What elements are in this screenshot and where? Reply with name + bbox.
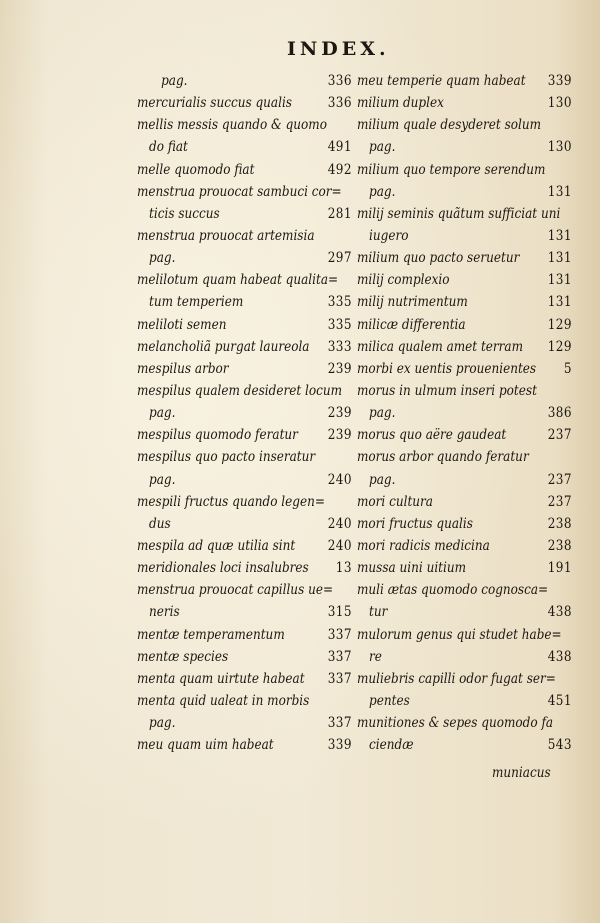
index-entry bbox=[137, 402, 352, 424]
entry-page-number: 315 bbox=[327, 604, 352, 621]
right-index-column bbox=[357, 70, 572, 756]
index-entry bbox=[357, 336, 572, 358]
entry-text: tum temperiem bbox=[149, 294, 244, 311]
entry-text: mori fructus qualis bbox=[357, 515, 473, 532]
index-entry bbox=[357, 380, 572, 402]
entry-page-number: 240 bbox=[327, 515, 352, 532]
entry-text: milium duplex bbox=[357, 95, 444, 112]
entry-text: pentes bbox=[369, 692, 410, 709]
entry-text: pag. bbox=[149, 405, 176, 422]
index-entry bbox=[137, 203, 352, 225]
entry-page-number: 131 bbox=[547, 272, 572, 289]
entry-text: munitiones & sepes quomodo fa bbox=[357, 715, 554, 732]
entry-page-number: 339 bbox=[547, 73, 572, 89]
entry-page-number: 130 bbox=[547, 95, 572, 112]
entry-text: mori cultura bbox=[357, 493, 433, 510]
entry-text: mespilus quo pacto inseratur bbox=[137, 449, 316, 466]
entry-page-number: 131 bbox=[547, 227, 572, 244]
index-entry bbox=[357, 491, 572, 513]
index-entry bbox=[137, 601, 352, 623]
index-entry bbox=[357, 402, 572, 424]
entry-page-number: 131 bbox=[547, 183, 572, 200]
entry-page-number: 337 bbox=[327, 626, 352, 643]
index-entry bbox=[137, 446, 352, 468]
index-entry bbox=[357, 247, 572, 269]
entry-text: menta quam uirtute habeat bbox=[137, 670, 305, 687]
index-entry bbox=[357, 646, 572, 668]
entry-page-number: 337 bbox=[327, 670, 352, 687]
index-entry bbox=[137, 269, 352, 291]
entry-text: pag. bbox=[161, 73, 188, 89]
entry-page-number: 240 bbox=[327, 471, 352, 488]
entry-text: mentæ temperamentum bbox=[137, 626, 285, 643]
index-entry bbox=[137, 291, 352, 313]
entry-text: neris bbox=[149, 604, 180, 621]
index-entry bbox=[137, 712, 352, 734]
entry-page-number: 239 bbox=[327, 427, 352, 444]
entry-text: iugero bbox=[369, 227, 409, 244]
index-entry bbox=[357, 624, 572, 646]
entry-page-number: 237 bbox=[547, 493, 572, 510]
index-entry bbox=[137, 358, 352, 380]
left-index-column bbox=[137, 70, 352, 756]
entry-text: morus quo aëre gaudeat bbox=[357, 427, 507, 444]
entry-page-number: 238 bbox=[547, 537, 572, 554]
index-entry bbox=[357, 734, 572, 756]
index-entry bbox=[357, 114, 572, 136]
entry-text: milij nutrimentum bbox=[357, 294, 468, 311]
entry-page-number: 237 bbox=[547, 471, 572, 488]
index-entry bbox=[357, 225, 572, 247]
catchword: muniacus bbox=[492, 765, 551, 781]
index-entry bbox=[137, 513, 352, 535]
entry-text: melilotum quam habeat qualita= bbox=[137, 272, 339, 289]
index-entry bbox=[357, 203, 572, 225]
entry-text: pag. bbox=[149, 471, 176, 488]
entry-text: mussa uini uitium bbox=[357, 560, 467, 577]
entry-page-number: 336 bbox=[327, 73, 352, 89]
entry-page-number: 386 bbox=[547, 405, 572, 422]
entry-text: morus arbor quando feratur bbox=[357, 449, 529, 466]
entry-text: pag. bbox=[369, 405, 396, 422]
entry-text: milica qualem amet terram bbox=[357, 338, 524, 355]
index-entry bbox=[137, 424, 352, 446]
entry-page-number: 438 bbox=[547, 604, 572, 621]
entry-text: meu quam uim habeat bbox=[137, 737, 274, 754]
entry-page-number: 491 bbox=[327, 139, 352, 156]
index-entry bbox=[137, 336, 352, 358]
entry-text: pag. bbox=[149, 250, 176, 267]
entry-text: muliebris capilli odor fugat ser= bbox=[357, 670, 556, 687]
entry-text: melle quomodo fiat bbox=[137, 161, 255, 178]
entry-text: milij complexio bbox=[357, 272, 450, 289]
entry-text: menta quid ualeat in morbis bbox=[137, 692, 310, 709]
entry-page-number: 129 bbox=[547, 338, 572, 355]
index-entry bbox=[357, 358, 572, 380]
index-entry bbox=[137, 70, 352, 92]
entry-page-number: 543 bbox=[547, 737, 572, 754]
entry-text: mulorum genus qui studet habe= bbox=[357, 626, 562, 643]
index-entry bbox=[137, 491, 352, 513]
entry-page-number: 492 bbox=[327, 161, 352, 178]
page-header: INDEX. bbox=[287, 38, 390, 60]
entry-page-number: 336 bbox=[327, 95, 352, 112]
entry-text: mercurialis succus qualis bbox=[137, 95, 292, 112]
index-entry bbox=[137, 668, 352, 690]
index-entry bbox=[357, 92, 572, 114]
index-entry bbox=[137, 225, 352, 247]
entry-page-number: 337 bbox=[327, 648, 352, 665]
entry-text: ticis succus bbox=[149, 205, 220, 222]
index-entry bbox=[137, 114, 352, 136]
index-entry bbox=[137, 646, 352, 668]
entry-text: mentæ species bbox=[137, 648, 229, 665]
entry-text: meu temperie quam habeat bbox=[357, 73, 526, 89]
entry-page-number: 131 bbox=[547, 294, 572, 311]
index-entry bbox=[137, 136, 352, 158]
entry-page-number: 129 bbox=[547, 316, 572, 333]
index-entry bbox=[137, 734, 352, 756]
entry-page-number: 333 bbox=[327, 338, 352, 355]
entry-text: milium quo tempore serendum bbox=[357, 161, 546, 178]
entry-text: milium quale desyderet solum bbox=[357, 117, 542, 134]
entry-text: milium quo pacto seruetur bbox=[357, 250, 520, 267]
index-entry bbox=[137, 92, 352, 114]
entry-page-number: 335 bbox=[327, 294, 352, 311]
index-entry bbox=[357, 712, 572, 734]
index-entry bbox=[357, 535, 572, 557]
entry-page-number: 451 bbox=[547, 692, 572, 709]
entry-text: menstrua prouocat capillus ue= bbox=[137, 582, 334, 599]
entry-text: meliloti semen bbox=[137, 316, 227, 333]
entry-text: mespili fructus quando legen= bbox=[137, 493, 325, 510]
entry-text: do fiat bbox=[149, 139, 188, 156]
entry-page-number: 438 bbox=[547, 648, 572, 665]
entry-page-number: 237 bbox=[547, 427, 572, 444]
entry-text: mespilus quomodo feratur bbox=[137, 427, 298, 444]
index-entry bbox=[357, 513, 572, 535]
entry-text: mespilus arbor bbox=[137, 360, 229, 377]
entry-text: morbi ex uentis prouenientes bbox=[357, 360, 537, 377]
entry-text: milicæ differentia bbox=[357, 316, 466, 333]
index-entry bbox=[357, 70, 572, 92]
index-entry bbox=[357, 557, 572, 579]
entry-page-number: 239 bbox=[327, 360, 352, 377]
index-entry bbox=[357, 424, 572, 446]
entry-text: pag. bbox=[369, 183, 396, 200]
entry-text: meridionales loci insalubres bbox=[137, 560, 309, 577]
entry-page-number: 240 bbox=[327, 537, 352, 554]
entry-text: mori radicis medicina bbox=[357, 537, 490, 554]
entry-text: pag. bbox=[369, 471, 396, 488]
entry-text: muli ætas quomodo cognosca= bbox=[357, 582, 549, 599]
entry-text: pag. bbox=[369, 139, 396, 156]
index-entry bbox=[137, 690, 352, 712]
index-entry bbox=[137, 624, 352, 646]
index-entry bbox=[357, 668, 572, 690]
entry-page-number: 335 bbox=[327, 316, 352, 333]
entry-text: morus in ulmum inseri potest bbox=[357, 382, 537, 399]
index-entry bbox=[137, 469, 352, 491]
index-entry bbox=[357, 136, 572, 158]
entry-page-number: 13 bbox=[335, 560, 352, 577]
entry-text: mespila ad quæ utilia sint bbox=[137, 537, 296, 554]
entry-text: mellis messis quando & quomo bbox=[137, 117, 327, 134]
entry-text: menstrua prouocat artemisia bbox=[137, 227, 315, 244]
index-entry bbox=[357, 181, 572, 203]
entry-page-number: 191 bbox=[547, 560, 572, 577]
entry-text: mespilus qualem desideret locum bbox=[137, 382, 343, 399]
entry-page-number: 337 bbox=[327, 715, 352, 732]
index-entry bbox=[137, 557, 352, 579]
index-entry bbox=[357, 291, 572, 313]
entry-text: milij seminis quãtum sufficiat uni bbox=[357, 205, 561, 222]
index-entry bbox=[357, 314, 572, 336]
entry-page-number: 239 bbox=[327, 405, 352, 422]
entry-page-number: 297 bbox=[327, 250, 352, 267]
index-entry bbox=[137, 380, 352, 402]
entry-page-number: 339 bbox=[327, 737, 352, 754]
index-entry bbox=[137, 314, 352, 336]
index-entry bbox=[357, 159, 572, 181]
index-entry bbox=[137, 579, 352, 601]
index-entry bbox=[357, 269, 572, 291]
entry-page-number: 238 bbox=[547, 515, 572, 532]
index-entry bbox=[137, 181, 352, 203]
index-entry bbox=[357, 579, 572, 601]
entry-text: ciendæ bbox=[369, 737, 414, 754]
entry-page-number: 130 bbox=[547, 139, 572, 156]
index-entry bbox=[357, 601, 572, 623]
entry-page-number: 5 bbox=[563, 360, 572, 377]
entry-page-number: 131 bbox=[547, 250, 572, 267]
index-entry bbox=[137, 535, 352, 557]
index-entry bbox=[137, 159, 352, 181]
index-entry bbox=[357, 446, 572, 468]
entry-text: tur bbox=[369, 604, 388, 621]
entry-text: pag. bbox=[149, 715, 176, 732]
entry-text: dus bbox=[149, 515, 171, 532]
index-entry bbox=[357, 690, 572, 712]
entry-text: re bbox=[369, 648, 382, 665]
entry-text: melancholiã purgat laureola bbox=[137, 338, 310, 355]
index-entry bbox=[357, 469, 572, 491]
index-entry bbox=[137, 247, 352, 269]
entry-page-number: 281 bbox=[327, 205, 352, 222]
entry-text: menstrua prouocat sambuci cor= bbox=[137, 183, 342, 200]
